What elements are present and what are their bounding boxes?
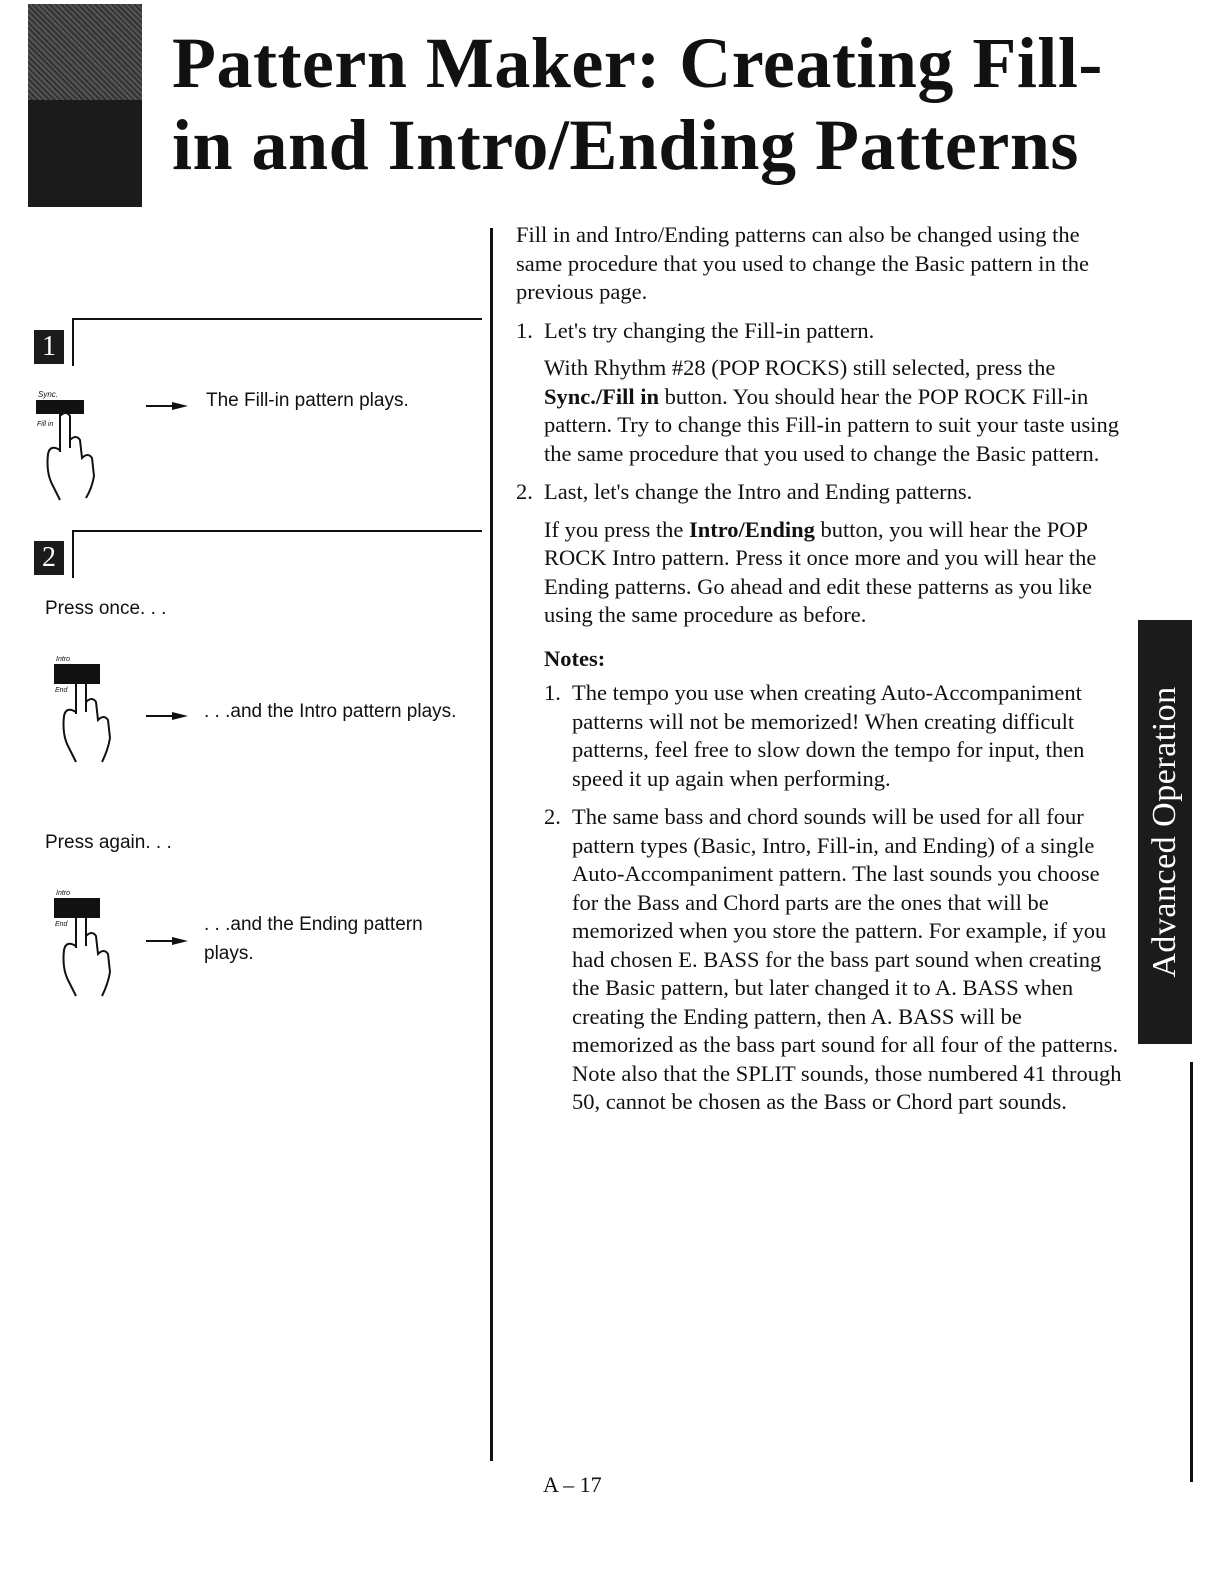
step1-button-top-label: Sync.: [38, 390, 59, 399]
sync-fill-button-name: Sync./Fill in: [544, 383, 660, 409]
press-once-text: Press once. . .: [45, 598, 167, 619]
section-side-tab: [1138, 620, 1192, 1044]
item2-body: [544, 516, 1126, 630]
item1-body-pre: With Rhythm #28 (POP ROCKS) still selected, press the: [544, 355, 1056, 380]
note2-number: 2.: [544, 804, 561, 829]
step2b-button-bottom-label: End: [55, 921, 68, 928]
arrow-right-icon: [146, 710, 188, 722]
page-title-line2: in and Intro/Ending Patterns: [172, 105, 1079, 185]
arrow-right-icon: [146, 400, 188, 412]
step2-ending-caption-line2: plays.: [204, 943, 254, 964]
item2-body-pre: If you press the: [544, 516, 689, 542]
arrow-right-icon: [146, 935, 188, 947]
column-divider: [490, 228, 493, 1461]
item1-heading: Let's try changing the Fill-in pattern.: [544, 317, 875, 343]
header-block-shade: [28, 4, 142, 100]
step2-button-top-label: Intro: [56, 656, 71, 663]
note-item: [516, 803, 1126, 1117]
page-title: [172, 22, 1103, 186]
side-tab-label: Advanced Operation: [1146, 686, 1183, 978]
step2-ending-caption-line1: . . .and the Ending pattern: [204, 914, 423, 935]
step1-rule-tick: [72, 318, 74, 366]
note1-text: The tempo you use when creating Auto-Accompaniment patterns will not be memorized! When creating difficult patterns, feel free to slow down the tempo for input, then speed it up again when performing.: [572, 680, 1085, 791]
page-title-line1: Pattern Maker: Creating Fill-: [172, 23, 1103, 103]
instruction-item-2: [516, 478, 1126, 630]
note-item: [516, 679, 1126, 793]
step2-rule: [72, 530, 482, 532]
side-rule: [1190, 1062, 1193, 1482]
item1-body: [544, 354, 1126, 468]
intro-ending-button-name: Intro/Ending: [688, 516, 815, 542]
step2-badge: 2: [34, 541, 64, 575]
pointing-hand-icon: [30, 388, 110, 508]
item2-number: 2.: [516, 479, 533, 504]
press-again-text: Press again. . .: [45, 832, 172, 853]
step2-intro-caption: . . .and the Intro pattern plays.: [204, 701, 457, 722]
step2b-button-top-label: Intro: [56, 890, 71, 897]
header-decorative-block: [28, 4, 142, 207]
pointing-hand-icon: [48, 652, 128, 772]
main-text-column: [516, 221, 1126, 1127]
item1-body-post: button. You should hear the POP ROCK Fill-in pattern. Try to change this Fill-in pattern to suit your taste using the same procedure that you used to change the Basic pattern.: [544, 383, 1119, 466]
item2-body-post: button, you will hear the POP ROCK Intro pattern. Press it once more and you will hear the Ending patterns. Go ahead and edit these patterns as you like using the same procedure as before.: [544, 516, 1097, 627]
item1-number: 1.: [516, 317, 533, 343]
item2-heading: Last, let's change the Intro and Ending patterns.: [544, 479, 973, 504]
step2-rule-tick: [72, 530, 74, 578]
instruction-item-1: [516, 317, 1126, 469]
step1-badge: 1: [34, 330, 64, 364]
step1-rule: [72, 318, 482, 320]
intro-paragraph: Fill in and Intro/Ending patterns can also be changed using the same procedure that you used to change the Basic pattern in the previous page.: [516, 222, 1089, 304]
notes-heading: Notes:: [544, 645, 606, 671]
pointing-hand-icon: [48, 886, 128, 1006]
step1-button-bottom-label: Fill in: [37, 421, 54, 428]
step2-button-bottom-label: End: [55, 687, 68, 694]
page-number: A – 17: [543, 1472, 602, 1497]
note2-text: The same bass and chord sounds will be used for all four pattern types (Basic, Intro, Fill-in, and Ending) of a single Auto-Accompaniment pattern. The last sounds you choose for the Bass and Chord parts are the ones that will be memorized when you store the pattern. For example, if you had chosen E. BASS for the bass part sound when creating the Basic pattern, but later changed it to A. BASS when creating the Ending pattern, then A. BASS will be memorized as the bass part sound for all four of the patterns. Note also that the SPLIT sounds, those numbered 41 through 50, cannot be chosen as the Bass or Chord part sounds.: [572, 804, 1122, 1114]
step1-caption: The Fill-in pattern plays.: [206, 390, 409, 411]
note1-number: 1.: [544, 680, 561, 705]
